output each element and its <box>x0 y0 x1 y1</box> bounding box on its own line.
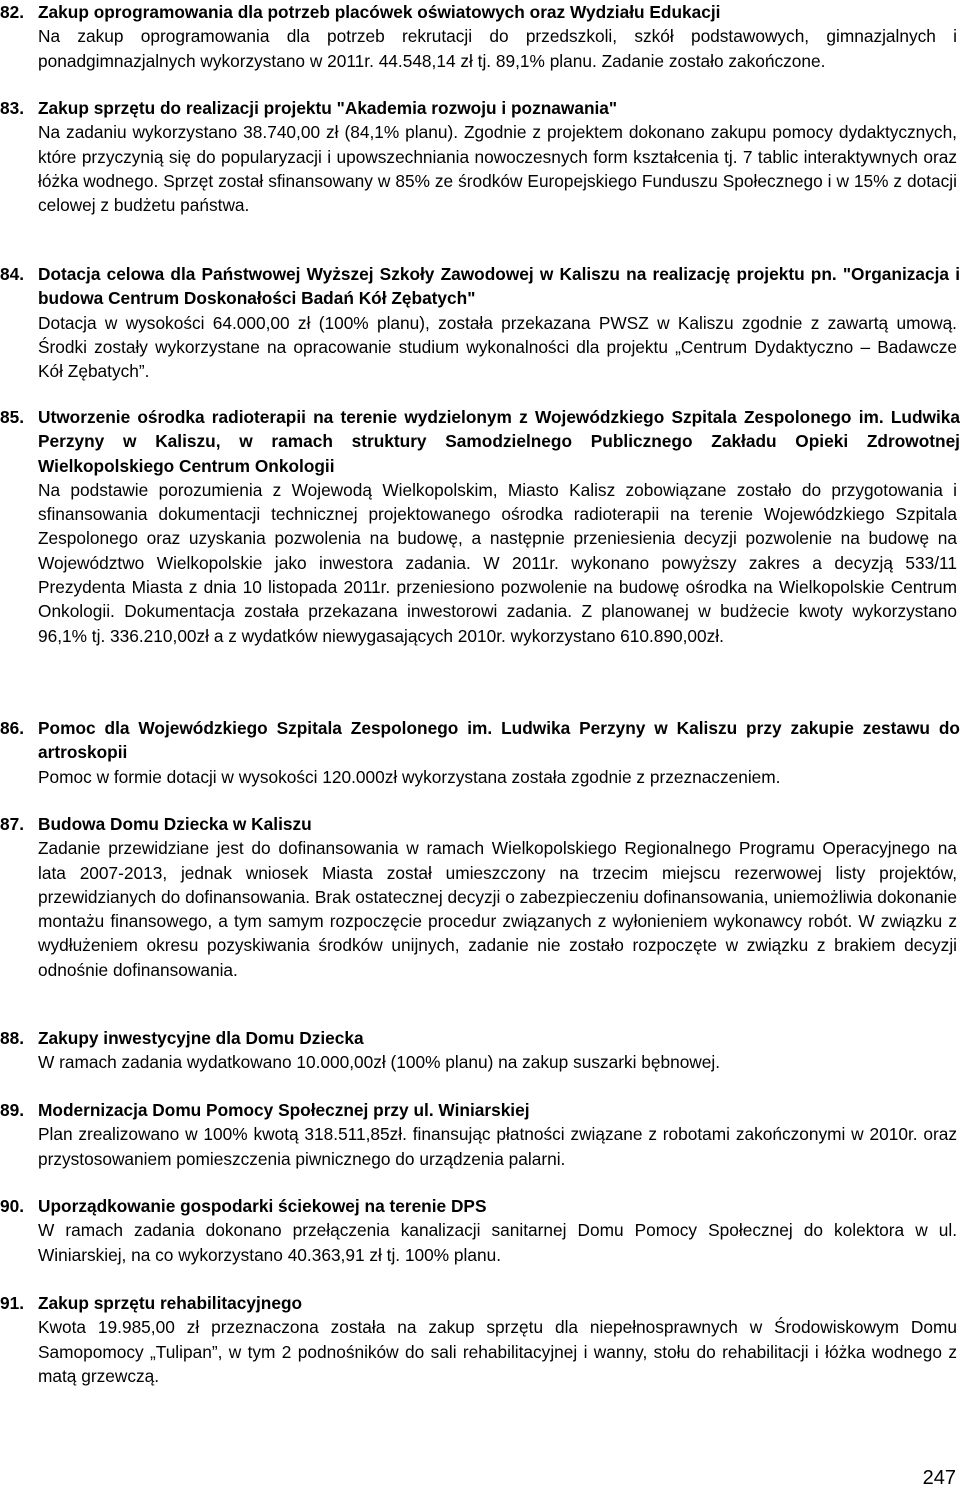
section-title: Zakup sprzętu rehabilitacyjnego <box>38 1293 303 1313</box>
section-number: 86. <box>0 718 25 738</box>
section-number: 84. <box>0 264 25 284</box>
section-body: Dotacja w wysokości 64.000,00 zł (100% planu), została przekazana PWSZ w Kaliszu zgodnie z zawartą umową. Środki zostały wykorzystane na opracowanie studium wykonalności dla projektu „Centrum Dydaktyczno – Badawcze Kół Zębatych”. <box>38 312 957 382</box>
section-number: 90. <box>0 1196 25 1216</box>
section-body: Plan zrealizowano w 100% kwotą 318.511,85zł. finansując płatności związane z robotami zakończonymi w 2010r. oraz przystosowaniem pomieszczenia piwnicznego do urządzenia palarni. <box>38 1124 957 1169</box>
section-number: 91. <box>0 1293 25 1313</box>
section-title: Pomoc dla Wojewódzkiego Szpitala Zespolonego im. Ludwika Perzyny w Kaliszu przy zakupie zestawu do artroskopii <box>38 718 960 763</box>
section-title: Zakup sprzętu do realizacji projektu "Akademia rozwoju i poznawania" <box>38 98 618 118</box>
section-82 <box>0 0 960 73</box>
section-title: Budowa Domu Dziecka w Kaliszu <box>38 814 312 834</box>
section-88 <box>0 1026 960 1075</box>
section-body: Pomoc w formie dotacji w wysokości 120.000zł wykorzystana została zgodnie z przeznaczeniem. <box>38 766 781 787</box>
section-87 <box>0 812 960 982</box>
section-title: Modernizacja Domu Pomocy Społecznej przy ul. Winiarskiej <box>38 1100 530 1120</box>
section-title: Uporządkowanie gospodarki ściekowej na terenie DPS <box>38 1196 487 1216</box>
section-number: 89. <box>0 1100 25 1120</box>
section-title: Zakupy inwestycyjne dla Domu Dziecka <box>38 1028 364 1048</box>
section-85 <box>0 405 960 648</box>
section-body: W ramach zadania wydatkowano 10.000,00zł (100% planu) na zakup suszarki bębnowej. <box>38 1052 721 1073</box>
section-90 <box>0 1194 960 1267</box>
section-number: 87. <box>0 814 25 834</box>
section-86 <box>0 716 960 789</box>
section-body: W ramach zadania dokonano przełączenia kanalizacji sanitarnej Domu Pomocy Społecznej do kolektora w ul. Winiarskiej, na co wykorzystano 40.363,91 zł tj. 100% planu. <box>38 1220 957 1265</box>
section-body: Na zakup oprogramowania dla potrzeb rekrutacji do przedszkoli, szkół podstawowych, gimnazjalnych i ponadgimnazjalnych wykorzystano w 2011r. 44.548,14 zł tj. 89,1% planu. Zadanie zostało zakończone. <box>38 26 957 71</box>
section-title: Dotacja celowa dla Państwowej Wyższej Szkoły Zawodowej w Kaliszu na realizację projektu pn. "Organizacja i budowa Centrum Doskonałości Badań Kół Zębatych" <box>38 264 960 309</box>
section-title: Zakup oprogramowania dla potrzeb placówek oświatowych oraz Wydziału Edukacji <box>38 2 721 22</box>
section-89 <box>0 1098 960 1171</box>
section-83 <box>0 96 960 217</box>
section-number: 85. <box>0 407 25 427</box>
section-body: Zadanie przewidziane jest do dofinansowania w ramach Wielkopolskiego Regionalnego Programu Operacyjnego na lata 2007-2013, jednak wniosek Miasta został umieszczony na trzecim miejscu rezerwowej listy projektów, przewidzianych do dofinansowania. Brak ostatecznej decyzji o zabezpieczeniu dofinansowania, uniemożliwia dokonanie montażu finansowego, a tym samym rozpoczęcie procedur związanych z wyłonieniem wykonawcy robót. W związku z wydłużeniem okresu pozyskiwania środków unijnych, zadanie nie zostało rozpoczęte w związku z brakiem decyzji odnośnie dofinansowania. <box>38 838 957 980</box>
section-91 <box>0 1291 960 1388</box>
section-body: Kwota 19.985,00 zł przeznaczona została na zakup sprzętu dla niepełnosprawnych w Środowiskowym Domu Samopomocy „Tulipan”, w tym 2 podnośników do sali rehabilitacyjnej i wanny, stołu do rehabilitacji i łóżka wodnego z matą grzewczą. <box>38 1317 957 1386</box>
section-number: 88. <box>0 1028 25 1048</box>
section-body: Na podstawie porozumienia z Wojewodą Wielkopolskim, Miasto Kalisz zobowiązane zostało do przygotowania i sfinansowania dokumentacji technicznej projektowanego ośrodka radioterapii na terenie Wojewódzkiego Szpitala Zespolonego oraz uzyskania pozwolenia na budowę, a następnie przeniesienia decyzji pozwolenie na budowę na Województwo Wielkopolskie jako inwestora zadania. W 2011r. wykonano powyższy zakres a decyzją 533/11 Prezydenta Miasta z dnia 10 listopada 2011r. przeniesiono pozwolenie na budowę ośrodka na Wielkopolskie Centrum Onkologii. Dokumentacja została przekazana inwestorowi zadania. Z planowanej w budżecie kwoty wykorzystano 96,1% tj. 336.210,00zł a z wydatków niewygasających 2010r. wykorzystano 610.890,00zł. <box>38 479 957 646</box>
section-title: Utworzenie ośrodka radioterapii na terenie wydzielonym z Wojewódzkiego Szpitala Zespolonego im. Ludwika Perzyny w Kaliszu, w ramach struktury Samodzielnego Publicznego Zakładu Opieki Zdrowotnej Wielkopolskiego Centrum Onkologii <box>38 407 960 476</box>
section-body: Na zadaniu wykorzystano 38.740,00 zł (84,1% planu). Zgodnie z projektem dokonano zakupu pomocy dydaktycznych, które przyczynią się do popularyzacji i upowszechniania nowoczesnych form kształcenia tj. 7 tablic interaktywnych oraz łóżka wodnego. Sprzęt został sfinansowany w 85% ze środków Europejskiego Funduszu Społecznego i w 15% z dotacji celowej z budżetu państwa. <box>38 122 957 216</box>
section-84 <box>0 262 960 383</box>
section-number: 82. <box>0 2 25 22</box>
page-number: 247 <box>922 1467 956 1489</box>
section-number: 83. <box>0 98 25 118</box>
